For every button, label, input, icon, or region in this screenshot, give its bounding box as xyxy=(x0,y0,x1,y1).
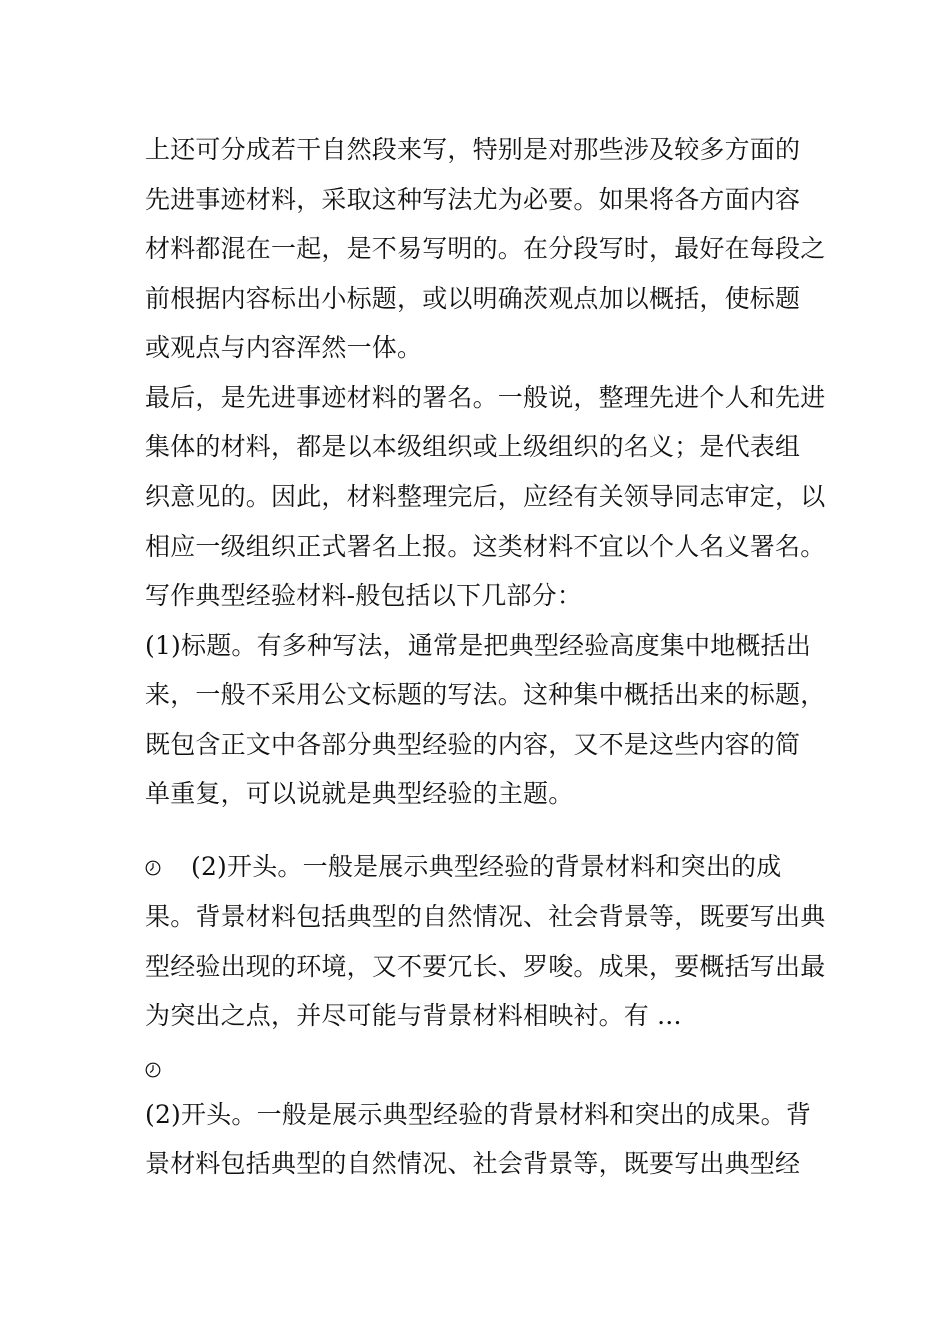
text-line-with-icon xyxy=(145,850,825,884)
text-line: (2)开头。一般是展示典型经验的背景材料和突出的成果。背 xyxy=(145,1100,812,1129)
clock-icon xyxy=(145,860,161,876)
text-line: 来，一般不采用公文标题的写法。这种集中概括出来的标题， xyxy=(145,680,826,709)
clock-icon xyxy=(145,1062,161,1078)
text-line: 果。背景材料包括典型的自然情况、社会背景等，既要写出典 xyxy=(145,902,826,931)
text-line: 型经验出现的环境，又不要冗长、罗唆。成果，要概括写出最 xyxy=(145,952,826,981)
text-line: 或观点与内容浑然一体。 xyxy=(145,333,423,362)
text-line: 前根据内容标出小标题，或以明确茨观点加以概括，使标题 xyxy=(145,284,801,313)
text-line: 材料都混在一起，是不易写明的。在分段写时，最好在每段之 xyxy=(145,234,826,263)
text-line: 写作典型经验材料-般包括以下几部分： xyxy=(145,581,583,610)
icon-line xyxy=(145,1052,825,1086)
text-segment: (2)开头。一般是展示典型经验的背景材料和突出的成 xyxy=(191,852,782,881)
text-line: 先进事迹材料，采取这种写法尤为必要。如果将各方面内容 xyxy=(145,185,801,214)
text-line: 集体的材料，都是以本级组织或上级组织的名义；是代表组 xyxy=(145,432,801,461)
text-line: 景材料包括典型的自然情况、社会背景等，既要写出典型经 xyxy=(145,1149,801,1178)
text-line: 上还可分成若干自然段来写，特别是对那些涉及较多方面的 xyxy=(145,135,801,164)
text-line: (1)标题。有多种写法，通常是把典型经验高度集中地概括出 xyxy=(145,631,812,660)
text-line: 织意见的。因此，材料整理完后，应经有关领导同志审定，以 xyxy=(145,482,826,511)
text-line: 为突出之点，并尽可能与背景材料相映衬。有 ... xyxy=(145,1001,682,1030)
text-line: 相应一级组织正式署名上报。这类材料不宜以个人名义署名。 xyxy=(145,532,826,561)
text-line: 既包含正文中各部分典型经验的内容，又不是这些内容的简 xyxy=(145,730,801,759)
text-line: 最后，是先进事迹材料的署名。一般说，整理先进个人和先进 xyxy=(145,383,826,412)
text-line: 单重复，可以说就是典型经验的主题。 xyxy=(145,779,574,808)
